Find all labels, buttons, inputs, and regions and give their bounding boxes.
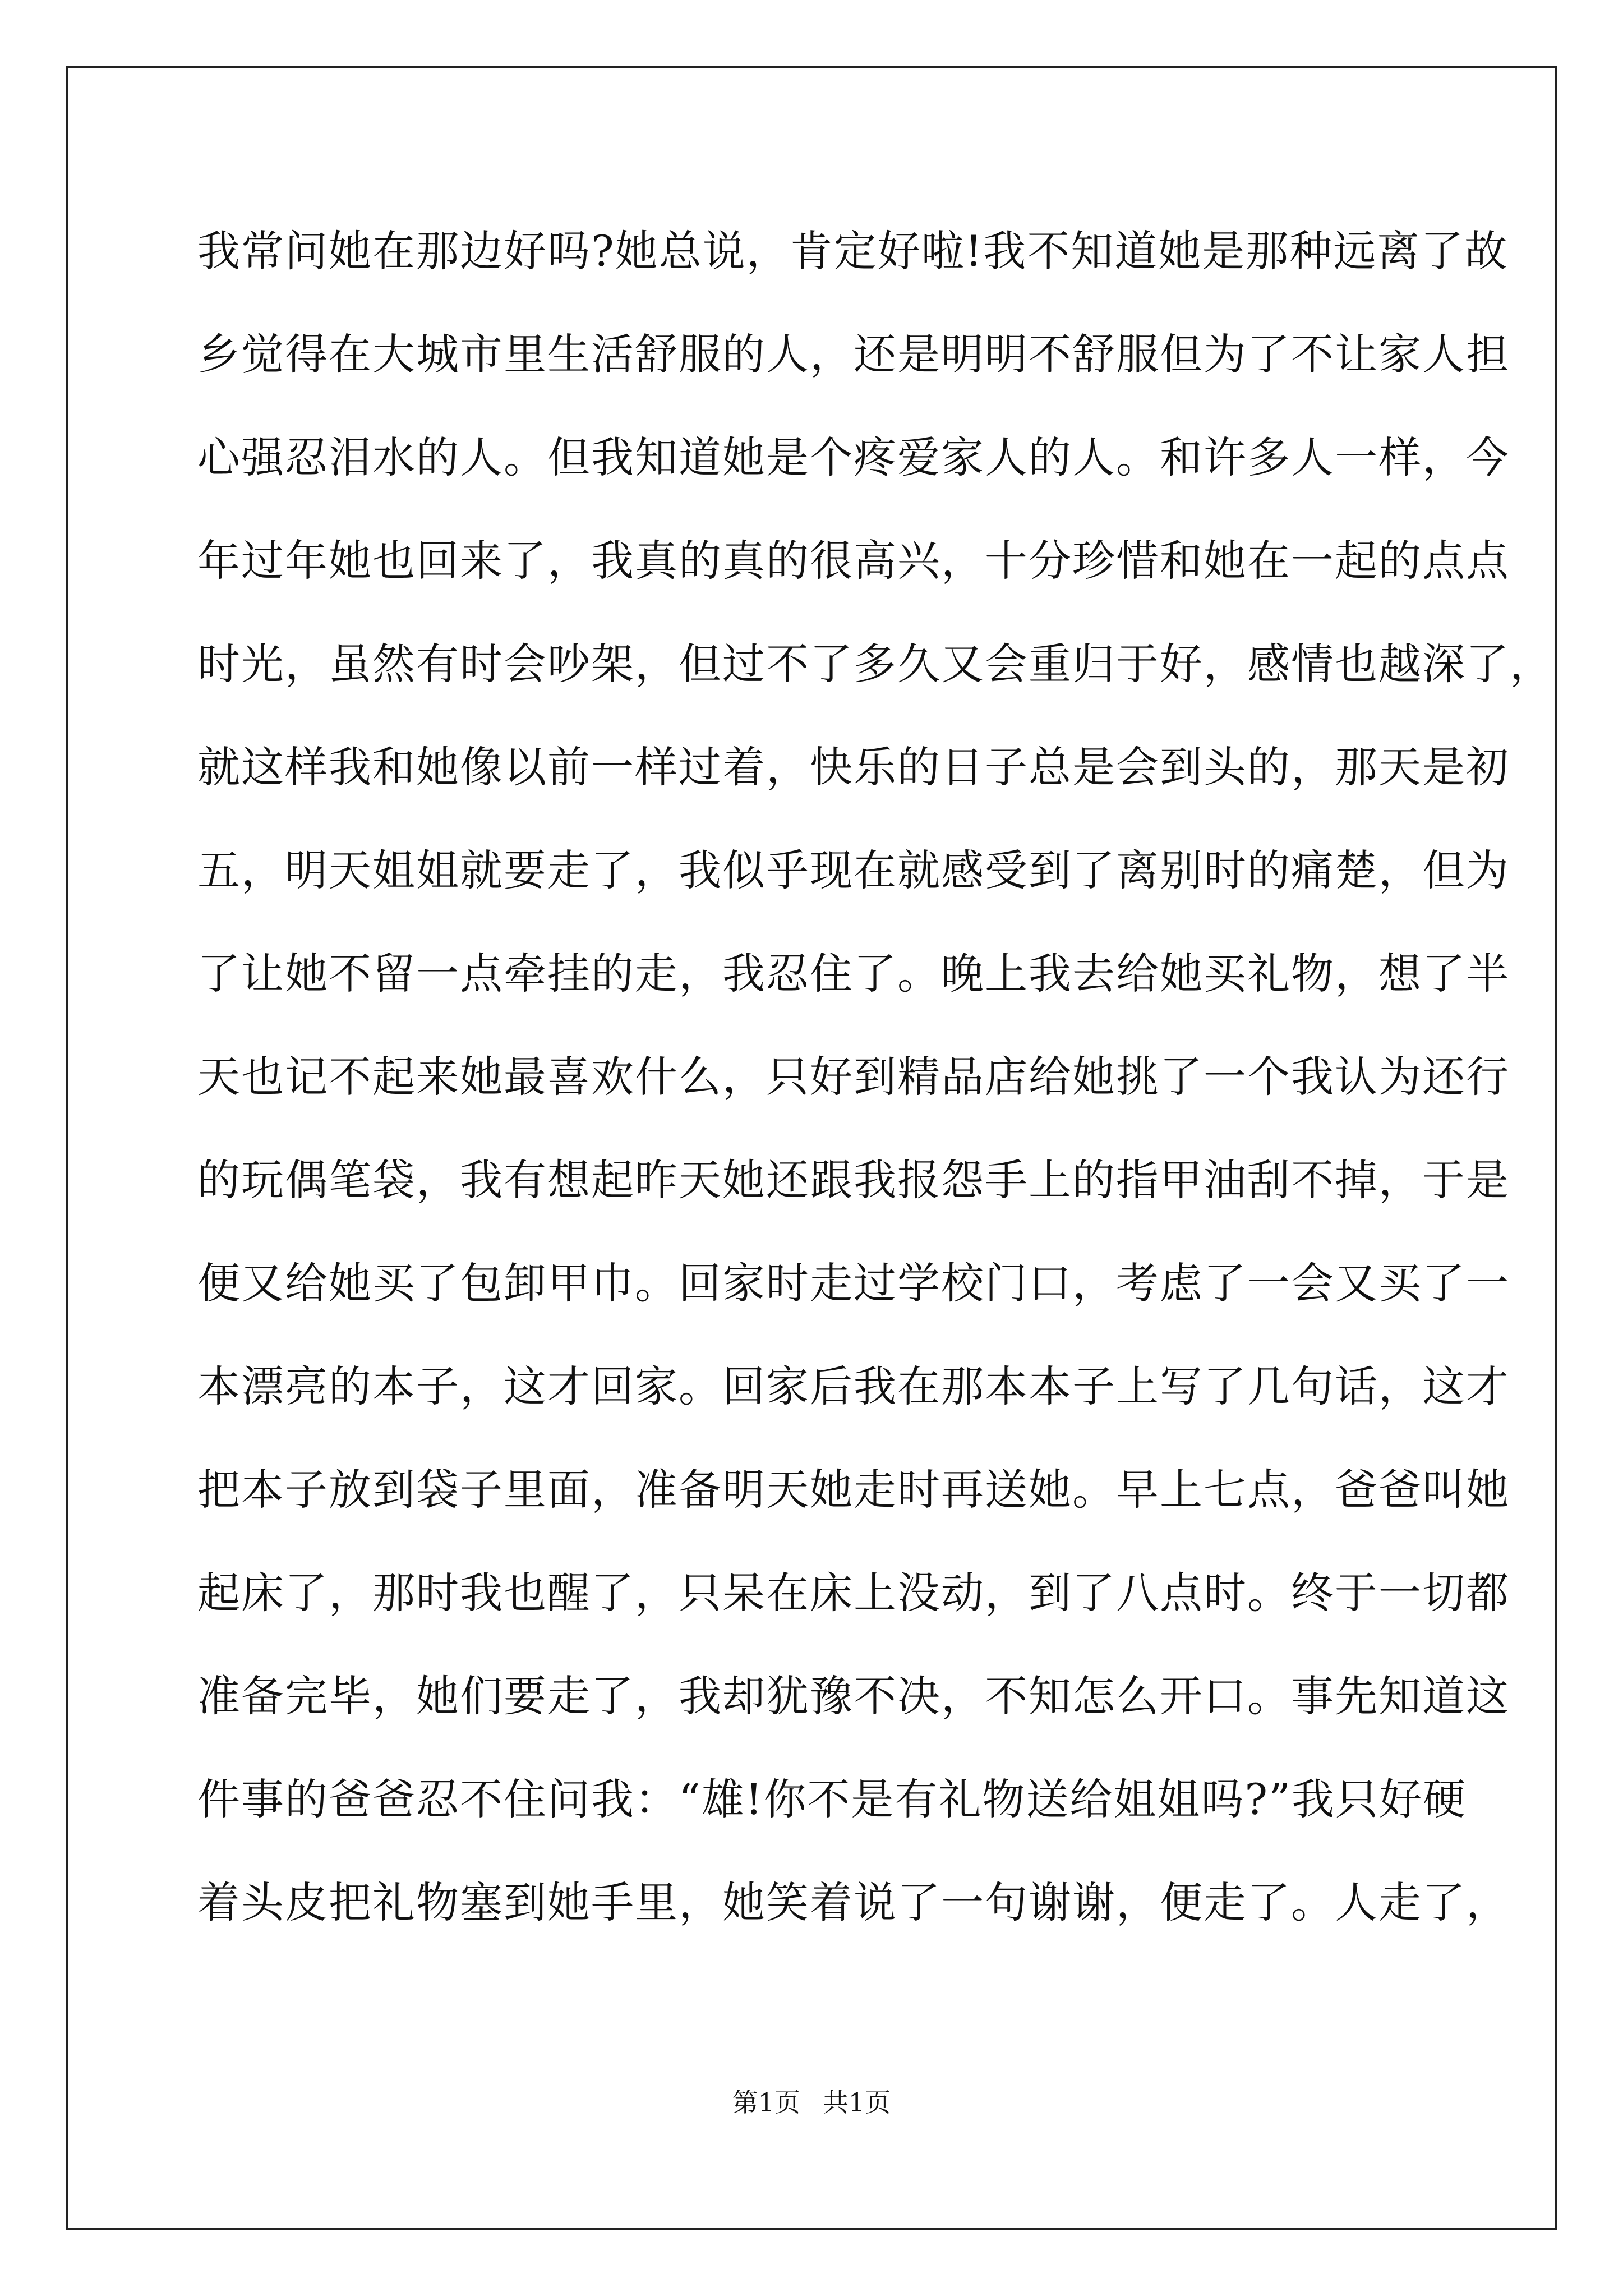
text-line: 准备完毕，她们要走了，我却犹豫不决，不知怎么开口。事先知道这	[197, 1671, 1510, 1721]
text-line: 着头皮把礼物塞到她手里，她笑着说了一句谢谢，便走了。人走了，	[197, 1878, 1510, 1927]
text-line: 五，明天姐姐就要走了，我似乎现在就感受到了离别时的痛楚，但为	[197, 845, 1510, 895]
body-text	[197, 200, 1553, 1954]
text-line: 的玩偶笔袋，我有想起昨天她还跟我报怨手上的指甲油刮不掉，于是	[197, 1155, 1510, 1205]
page-number-total: 共1页	[823, 2087, 891, 2118]
text-line: 就这样我和她像以前一样过着，快乐的日子总是会到头的，那天是初	[197, 742, 1510, 792]
text-line: 年过年她也回来了，我真的真的很高兴，十分珍惜和她在一起的点点	[197, 536, 1510, 586]
page-footer	[0, 2082, 1623, 2119]
text-line: 乡觉得在大城市里生活舒服的人，还是明明不舒服但为了不让家人担	[197, 329, 1510, 379]
text-line: 便又给她买了包卸甲巾。回家时走过学校门口，考虑了一会又买了一	[197, 1258, 1510, 1308]
text-line: 把本子放到袋子里面，准备明天她走时再送她。早上七点，爸爸叫她	[197, 1465, 1510, 1515]
text-line: 心强忍泪水的人。但我知道她是个疼爱家人的人。和许多人一样，今	[197, 432, 1510, 482]
text-line: 起床了，那时我也醒了，只呆在床上没动，到了八点时。终于一切都	[197, 1568, 1510, 1618]
page-number-current: 第1页	[732, 2087, 800, 2118]
text-line: 了让她不留一点牵挂的走，我忍住了。晚上我去给她买礼物，想了半	[197, 949, 1510, 999]
text-line: 我常问她在那边好吗?她总说，肯定好啦!我不知道她是那种远离了故	[197, 226, 1509, 276]
text-line: 时光，虽然有时会吵架，但过不了多久又会重归于好，感情也越深了，	[197, 639, 1553, 689]
text-line: 本漂亮的本子，这才回家。回家后我在那本本子上写了几句话，这才	[197, 1361, 1510, 1411]
text-line: 件事的爸爸忍不住问我：“雄!你不是有礼物送给姐姐吗?”我只好硬	[197, 1774, 1467, 1824]
text-line: 天也记不起来她最喜欢什么，只好到精品店给她挑了一个我认为还行	[197, 1052, 1510, 1102]
